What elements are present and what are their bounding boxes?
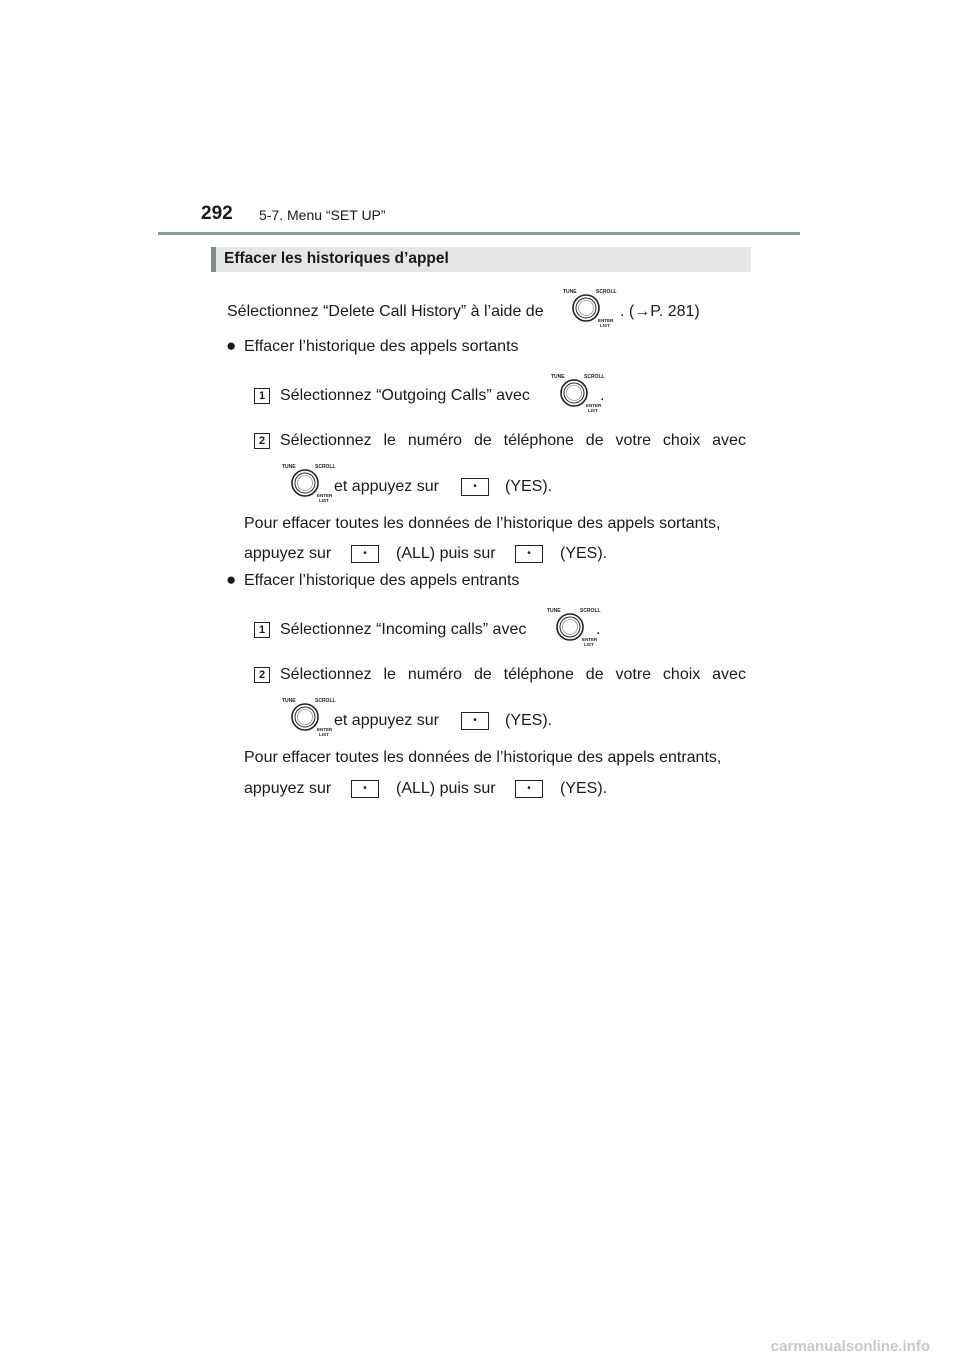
key-dot: •	[527, 548, 531, 559]
key-dot: •	[473, 715, 477, 726]
phone-key-icon	[461, 478, 489, 496]
step-number-1: 1	[254, 388, 270, 404]
key-dot: •	[473, 481, 477, 492]
bullet-icon: ●	[226, 336, 237, 355]
tune-scroll-knob-icon	[559, 286, 619, 328]
outgoing-note-line1: Pour effacer toutes les données de l’historique des appels sortants,	[244, 515, 721, 532]
outgoing-step1-text: Sélectionnez “Outgoing Calls” avec	[280, 387, 530, 404]
outgoing-note-press: appuyez sur	[244, 545, 332, 562]
incoming-step1-period: .	[596, 621, 601, 638]
bullet-icon: ●	[226, 570, 237, 589]
phone-key-icon	[351, 545, 379, 563]
incoming-heading: Effacer l’historique des appels entrants	[244, 572, 520, 589]
key-dot: •	[363, 783, 367, 794]
step-number-2: 2	[254, 433, 270, 449]
key-dot: •	[527, 783, 531, 794]
section-title: Effacer les historiques d’appel	[224, 250, 449, 267]
incoming-note-all: (ALL) puis sur	[396, 780, 496, 797]
phone-key-icon	[461, 712, 489, 730]
outgoing-note-all: (ALL) puis sur	[396, 545, 496, 562]
section-title-bar	[211, 247, 751, 272]
intro-text-after: . (→P. 281)	[620, 303, 700, 320]
step-number-1: 1	[254, 622, 270, 638]
intro-text-before: Sélectionnez “Delete Call History” à l’aide de	[227, 303, 544, 320]
page-number: 292	[201, 203, 233, 224]
outgoing-heading: Effacer l’historique des appels sortants	[244, 338, 519, 355]
outgoing-step2-yes: (YES).	[505, 478, 553, 495]
outgoing-step1-period: .	[600, 387, 605, 404]
tune-scroll-knob-icon	[543, 605, 603, 647]
section-reference: 5-7. Menu “SET UP”	[259, 207, 386, 223]
incoming-note-yes: (YES).	[560, 780, 608, 797]
incoming-note-press: appuyez sur	[244, 780, 332, 797]
tune-scroll-knob-icon	[278, 461, 338, 503]
header-divider	[158, 232, 800, 235]
incoming-step1-text: Sélectionnez “Incoming calls” avec	[280, 621, 527, 638]
footer-watermark: carmanualsonline.info	[770, 1338, 930, 1355]
step-number-2: 2	[254, 667, 270, 683]
key-dot: •	[363, 548, 367, 559]
tune-scroll-knob-icon	[278, 695, 338, 737]
incoming-note-line1: Pour effacer toutes les données de l’historique des appels entrants,	[244, 749, 722, 766]
phone-key-icon	[515, 545, 543, 563]
outgoing-step2-text: Sélectionnez le numéro de téléphone de votre choix avec	[280, 432, 746, 449]
incoming-step2-cont: et appuyez sur	[334, 712, 439, 729]
incoming-step2-text: Sélectionnez le numéro de téléphone de votre choix avec	[280, 666, 746, 683]
phone-key-icon	[515, 780, 543, 798]
tune-scroll-knob-icon	[547, 371, 607, 413]
outgoing-step2-cont: et appuyez sur	[334, 478, 439, 495]
phone-key-icon	[351, 780, 379, 798]
section-title-accent	[211, 247, 216, 272]
incoming-step2-yes: (YES).	[505, 712, 553, 729]
outgoing-note-yes: (YES).	[560, 545, 608, 562]
